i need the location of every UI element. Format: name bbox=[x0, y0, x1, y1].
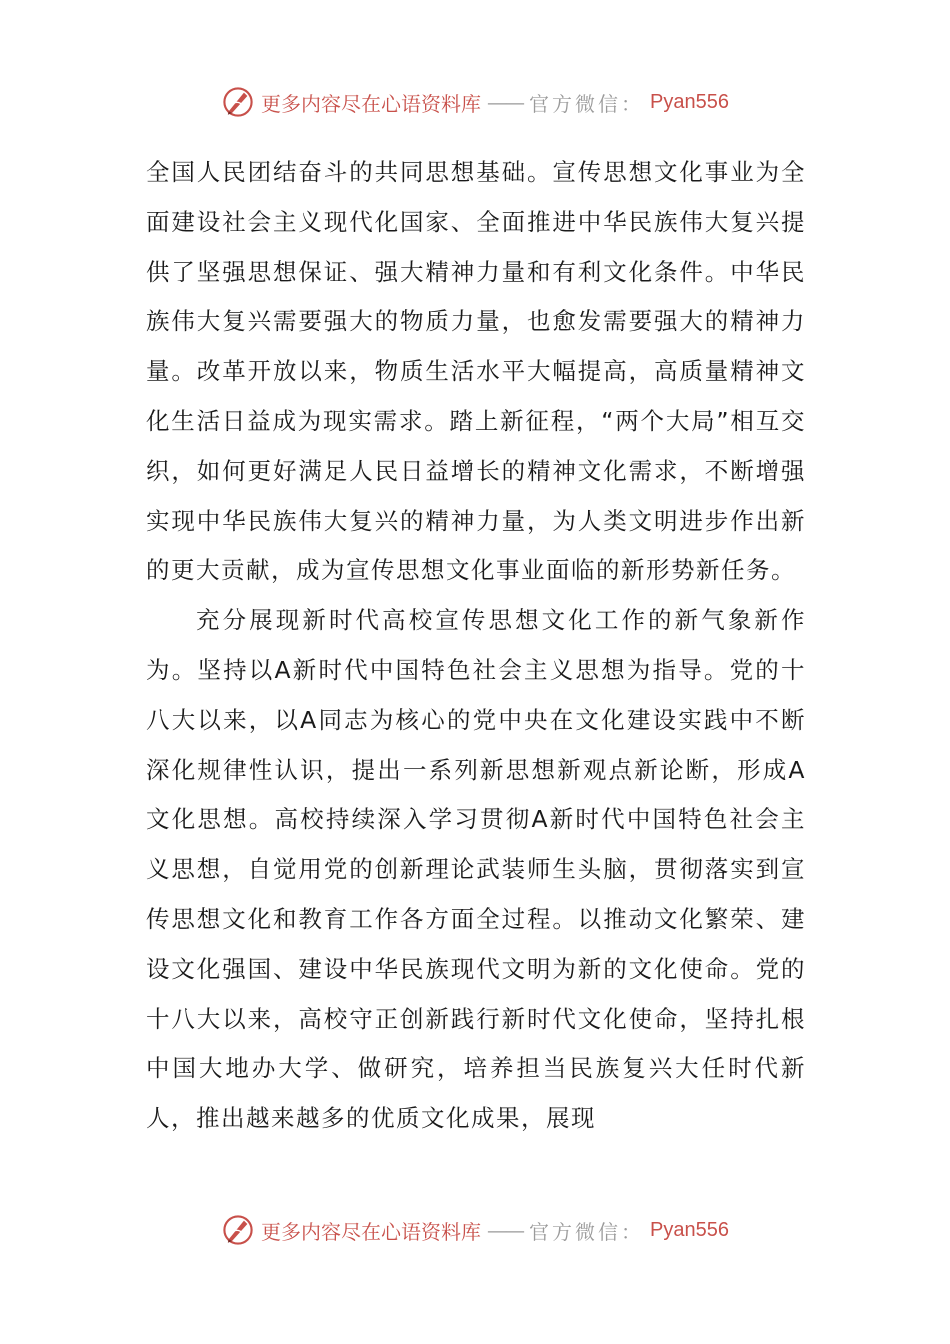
watermark-dash: —— bbox=[487, 90, 524, 114]
watermark-dash: —— bbox=[487, 1218, 524, 1242]
watermark-wechat-id: Pyan556 bbox=[650, 90, 729, 113]
header-watermark bbox=[0, 82, 950, 122]
footer-watermark bbox=[0, 1210, 950, 1250]
watermark-official-label: 官方微信： bbox=[529, 91, 645, 116]
document-body bbox=[146, 148, 806, 1144]
watermark-official-label: 官方微信： bbox=[529, 1219, 645, 1244]
pen-logo-icon bbox=[221, 85, 255, 119]
paragraph-1: 全国人民团结奋斗的共同思想基础。宣传思想文化事业为全面建设社会主义现代化国家、全面推进中华民族伟大复兴提供了坚强思想保证、强大精神力量和有利文化条件。中华民族伟大复兴需要强大的物质力量，也愈发需要强大的精神力量。改革开放以来，物质生活水平大幅提高，高质量精神文化生活日益成为现实需求。踏上新征程，“两个大局”相互交织，如何更好满足人民日益增长的精神文化需求，不断增强实现中华民族伟大复兴的精神力量，为人类文明进步作出新的更大贡献，成为宣传思想文化事业面临的新形势新任务。 bbox=[146, 158, 806, 585]
pen-logo-icon bbox=[221, 1213, 255, 1247]
watermark-wechat-id: Pyan556 bbox=[650, 1218, 729, 1241]
watermark-brand: 更多内容尽在心语资料库 bbox=[261, 1219, 482, 1244]
watermark-brand: 更多内容尽在心语资料库 bbox=[261, 91, 482, 116]
paragraph-2: 充分展现新时代高校宣传思想文化工作的新气象新作为。坚持以A新时代中国特色社会主义思想为指导。党的十八大以来，以A同志为核心的党中央在文化建设实践中不断深化规律性认识，提出一系列新思想新观点新论断，形成A文化思想。高校持续深入学习贯彻A新时代中国特色社会主义思想，自觉用党的创新理论武装师生头脑，贯彻落实到宣传思想文化和教育工作各方面全过程。以推动文化繁荣、建设文化强国、建设中华民族现代文明为新的文化使命。党的十八大以来，高校守正创新践行新时代文化使命，坚持扎根中国大地办大学、做研究，培养担当民族复兴大任时代新人，推出越来越多的优质文化成果，展现 bbox=[146, 606, 806, 1133]
